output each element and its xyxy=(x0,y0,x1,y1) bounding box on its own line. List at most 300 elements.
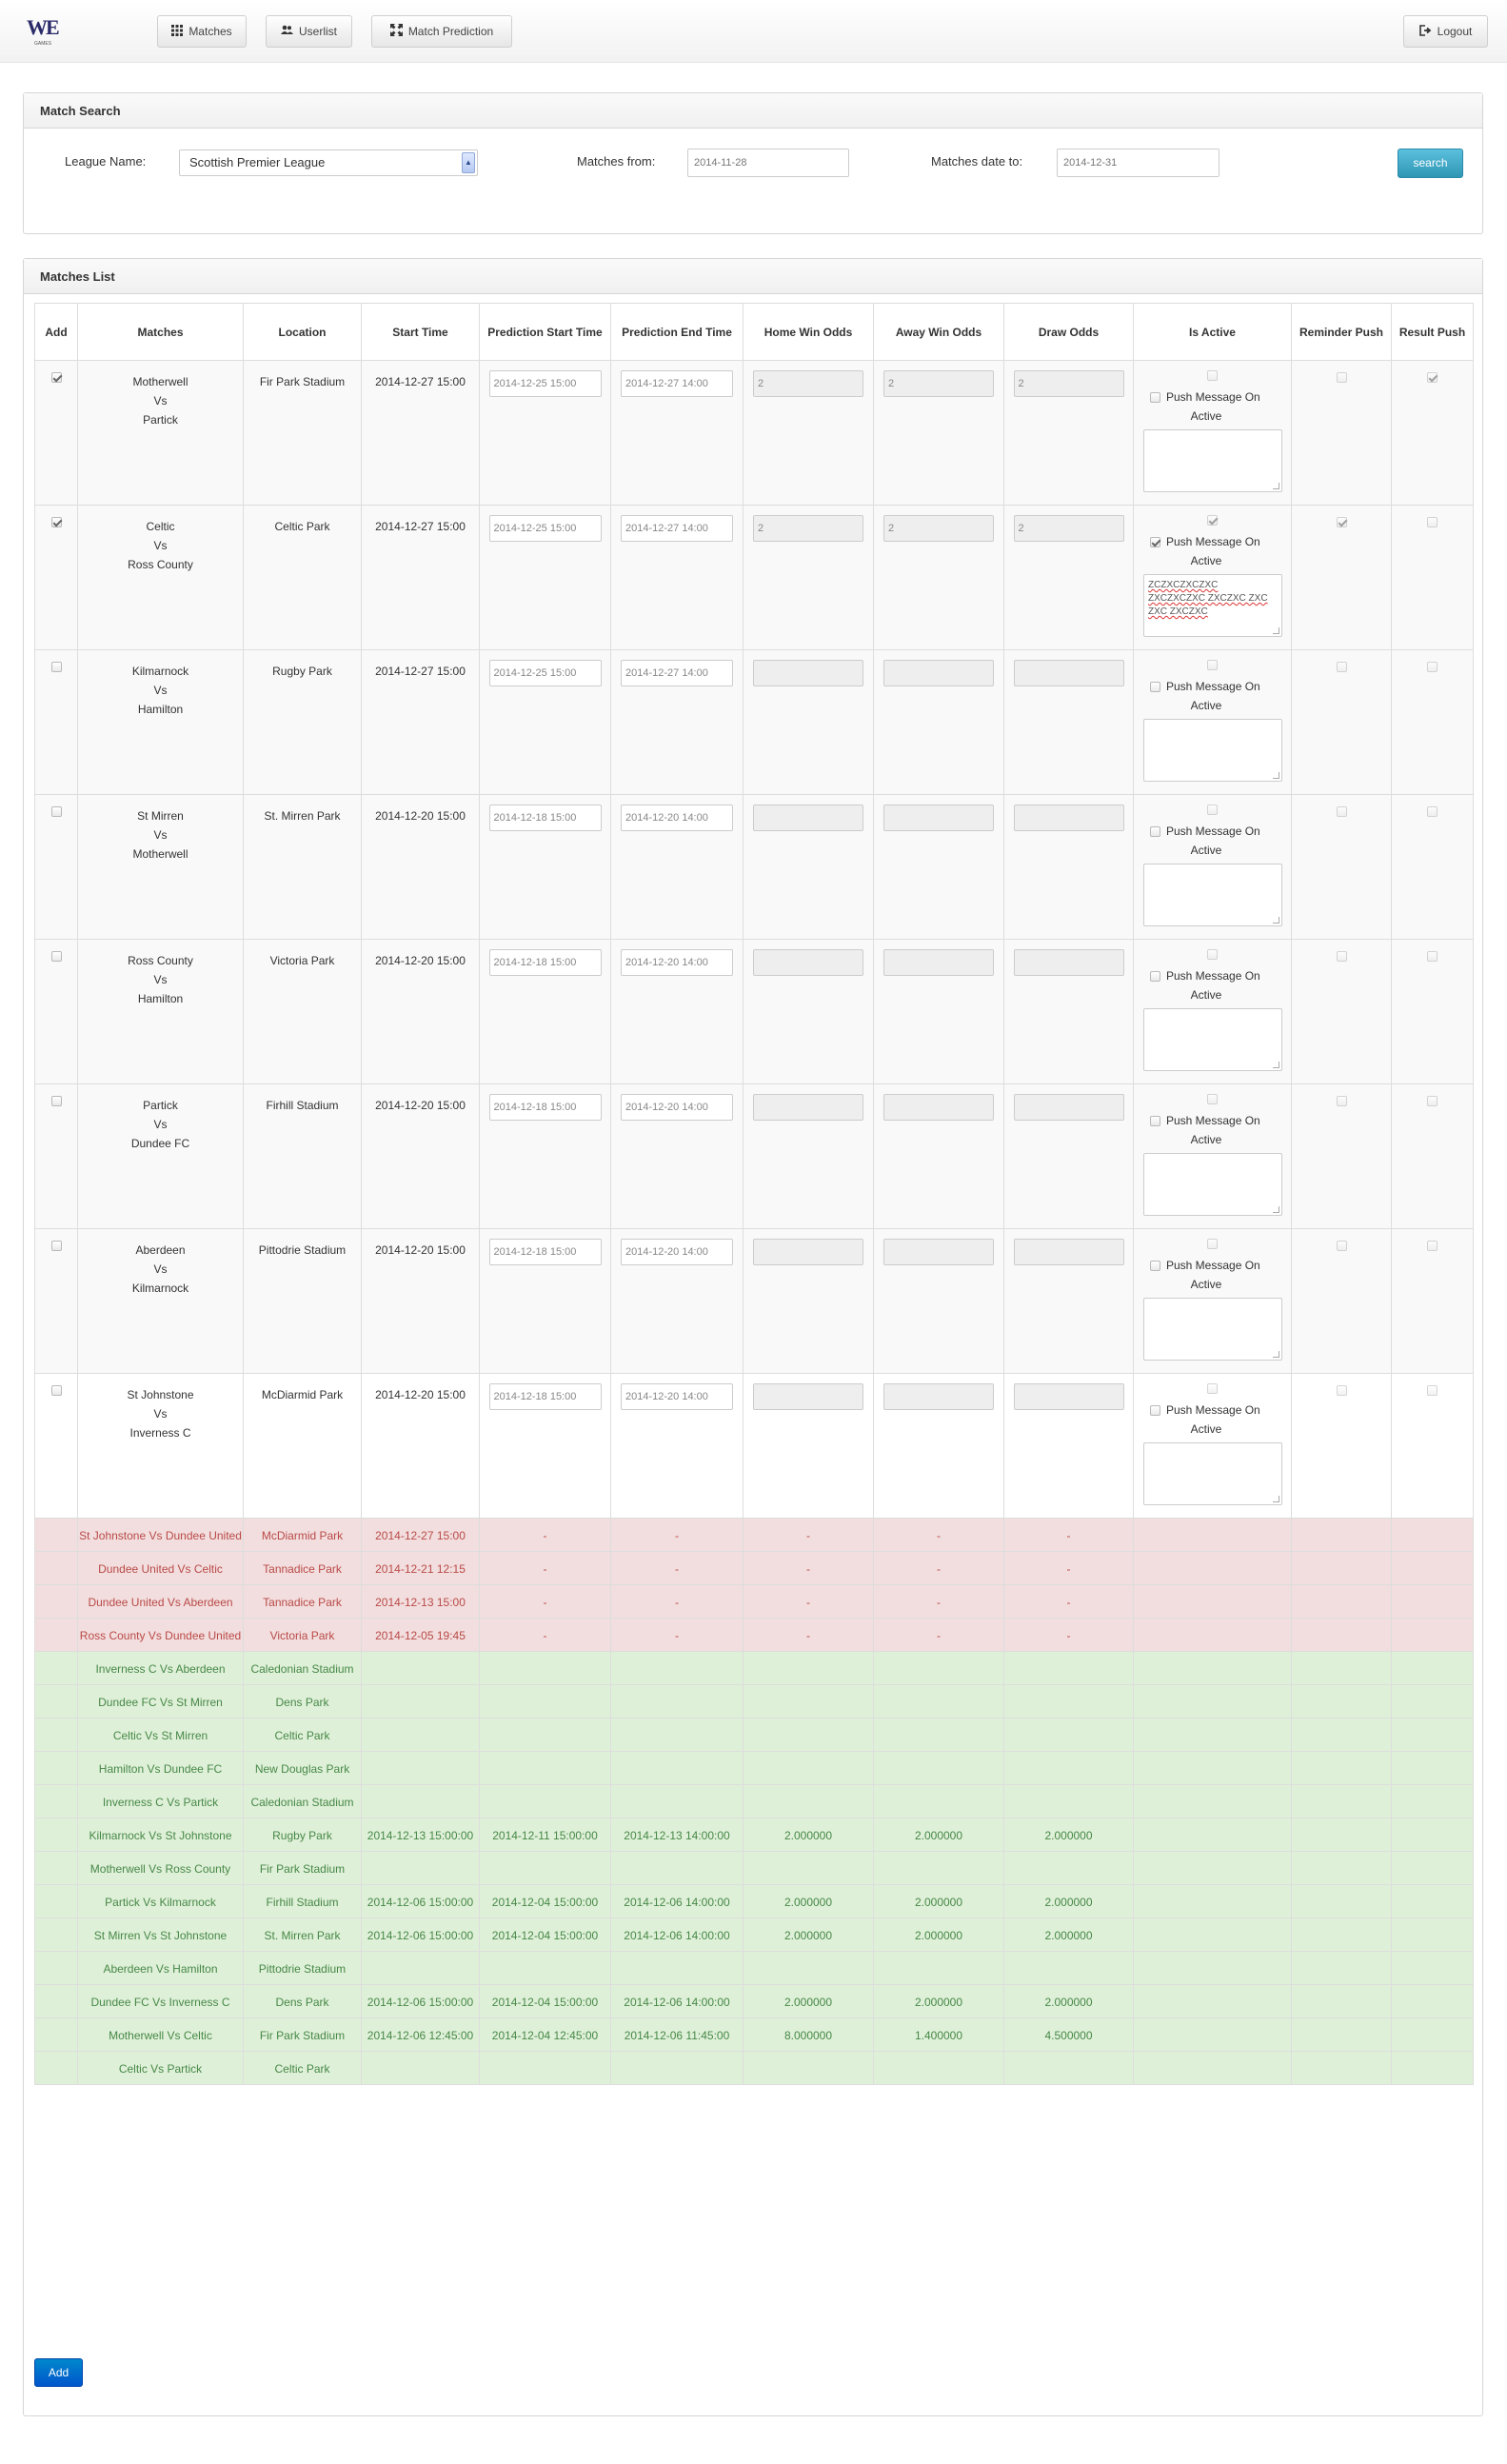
home-odds-cell: 2.000000 xyxy=(744,1918,874,1952)
reminder-push-checkbox[interactable] xyxy=(1337,1096,1347,1106)
column-header: Location xyxy=(244,304,362,361)
reminder-push-checkbox[interactable] xyxy=(1337,372,1347,383)
reminder-push-cell xyxy=(1292,1084,1392,1229)
completed-match-row xyxy=(35,2052,1474,2085)
prediction-end-input[interactable]: 2014-12-20 14:00 xyxy=(621,1239,733,1265)
pred-start-cell: - xyxy=(480,1552,611,1585)
result-push-checkbox[interactable] xyxy=(1427,1241,1438,1251)
match-cell: Dundee United Vs Aberdeen xyxy=(78,1585,244,1619)
column-header: Home Win Odds xyxy=(744,304,874,361)
away-odds-cell xyxy=(874,1229,1004,1374)
match-search-panel xyxy=(23,92,1483,234)
add-checkbox[interactable] xyxy=(51,372,62,383)
completed-match-row xyxy=(35,1852,1474,1885)
start-cell: 2014-12-06 15:00:00 xyxy=(362,1918,480,1952)
home-odds-input xyxy=(753,1239,863,1265)
vs-label: Vs xyxy=(153,973,168,986)
pred-end-cell xyxy=(611,1084,744,1229)
start-time-cell: 2014-12-20 15:00 xyxy=(362,795,480,940)
home-odds-cell xyxy=(744,1952,874,1985)
pred-start-cell xyxy=(480,1685,611,1719)
draw-odds-cell xyxy=(1004,1719,1134,1752)
result-push-checkbox[interactable] xyxy=(1427,662,1438,672)
location-cell: Rugby Park xyxy=(244,650,362,795)
away-odds-cell xyxy=(874,650,1004,795)
logout-icon xyxy=(1419,25,1432,39)
result-push-cell xyxy=(1392,1084,1474,1229)
away-odds-input: 2 xyxy=(883,370,994,397)
away-odds-input xyxy=(883,1094,994,1121)
push-message-checkbox[interactable] xyxy=(1150,1116,1160,1126)
pred-end-cell xyxy=(611,1752,744,1785)
top-navbar xyxy=(0,0,1507,63)
add-cell xyxy=(35,1885,78,1918)
add-button[interactable]: Add xyxy=(34,2358,83,2387)
result-push-cell xyxy=(1392,1619,1474,1652)
add-cell xyxy=(35,1752,78,1785)
result-push-cell xyxy=(1392,1585,1474,1619)
result-push-checkbox[interactable] xyxy=(1427,951,1438,962)
is-active-cell xyxy=(1134,650,1292,795)
push-message-checkbox[interactable] xyxy=(1150,537,1160,547)
draw-odds-cell xyxy=(1004,1752,1134,1785)
push-message-textarea[interactable] xyxy=(1143,864,1282,926)
push-message-checkbox[interactable] xyxy=(1150,392,1160,403)
result-push-cell xyxy=(1392,1885,1474,1918)
pred-start-cell xyxy=(480,1374,611,1519)
result-push-cell xyxy=(1392,1752,1474,1785)
home-odds-input: 2 xyxy=(753,370,863,397)
prediction-end-input[interactable]: 2014-12-20 14:00 xyxy=(621,1094,733,1121)
match-edit-row xyxy=(35,1229,1474,1374)
away-odds-input xyxy=(883,949,994,976)
is-active-cell xyxy=(1134,1229,1292,1374)
pred-start-cell xyxy=(480,795,611,940)
result-push-cell xyxy=(1392,940,1474,1084)
draw-odds-cell xyxy=(1004,2052,1134,2085)
is-active-cell xyxy=(1134,1374,1292,1519)
reminder-push-cell xyxy=(1292,1818,1392,1852)
away-odds-cell xyxy=(874,2052,1004,2085)
add-checkbox[interactable] xyxy=(51,806,62,817)
pred-end-cell: 2014-12-06 14:00:00 xyxy=(611,1918,744,1952)
completed-match-row xyxy=(35,1652,1474,1685)
result-push-cell xyxy=(1392,2052,1474,2085)
prediction-end-input[interactable]: 2014-12-27 14:00 xyxy=(621,515,733,542)
push-message-label: Push Message On xyxy=(1166,1403,1260,1417)
logo-subtext: GAMES xyxy=(34,41,52,47)
search-button[interactable]: search xyxy=(1398,149,1463,178)
reminder-push-cell xyxy=(1292,1752,1392,1785)
reminder-push-cell xyxy=(1292,1519,1392,1552)
location-cell: Celtic Park xyxy=(244,506,362,650)
push-message-option xyxy=(1150,387,1291,426)
home-odds-cell xyxy=(744,361,874,506)
add-checkbox[interactable] xyxy=(51,951,62,962)
vs-label: Vs xyxy=(153,1407,168,1421)
start-cell: 2014-12-21 12:15 xyxy=(362,1552,480,1585)
start-cell: 2014-12-05 19:45 xyxy=(362,1619,480,1652)
location-cell: New Douglas Park xyxy=(244,1752,362,1785)
prediction-end-input[interactable]: 2014-12-20 14:00 xyxy=(621,949,733,976)
draw-odds-input xyxy=(1014,660,1124,686)
push-message-label-active: Active xyxy=(1190,699,1222,712)
completed-match-row xyxy=(35,1985,1474,2018)
reminder-push-cell xyxy=(1292,940,1392,1084)
push-message-checkbox[interactable] xyxy=(1150,682,1160,692)
add-cell xyxy=(35,1685,78,1719)
push-message-label-active: Active xyxy=(1190,409,1222,423)
away-odds-cell xyxy=(874,940,1004,1084)
add-cell xyxy=(35,1785,78,1818)
reminder-push-checkbox[interactable] xyxy=(1337,1241,1347,1251)
add-cell xyxy=(35,1619,78,1652)
away-odds-input: 2 xyxy=(883,515,994,542)
result-push-cell xyxy=(1392,1652,1474,1685)
userlist-nav-label: Userlist xyxy=(298,25,337,38)
pred-end-cell xyxy=(611,650,744,795)
is-active-cell xyxy=(1134,506,1292,650)
pred-start-cell xyxy=(480,1719,611,1752)
logout-button[interactable] xyxy=(1403,15,1488,48)
home-odds-cell xyxy=(744,1785,874,1818)
userlist-nav-button[interactable] xyxy=(266,15,352,48)
push-message-label-active: Active xyxy=(1190,1422,1222,1436)
push-message-textarea[interactable] xyxy=(1143,719,1282,782)
reminder-push-checkbox[interactable] xyxy=(1337,951,1347,962)
home-odds-cell xyxy=(744,1229,874,1374)
add-checkbox[interactable] xyxy=(51,1241,62,1251)
pred-start-cell xyxy=(480,1084,611,1229)
active-checkbox[interactable] xyxy=(1207,1094,1218,1104)
match-cell: Dundee FC Vs Inverness C xyxy=(78,1985,244,2018)
select-arrow-icon[interactable]: ▲ xyxy=(462,152,475,173)
prediction-start-input[interactable]: 2014-12-18 15:00 xyxy=(489,1094,602,1121)
prediction-end-input[interactable]: 2014-12-27 14:00 xyxy=(621,370,733,397)
prediction-end-input[interactable]: 2014-12-27 14:00 xyxy=(621,660,733,686)
push-message-option xyxy=(1150,966,1291,1004)
location-cell: Caledonian Stadium xyxy=(244,1652,362,1685)
result-push-checkbox[interactable] xyxy=(1427,517,1438,527)
add-cell xyxy=(35,1084,78,1229)
match-cell: Aberdeen Vs Hamilton xyxy=(78,1952,244,1985)
draw-odds-cell xyxy=(1004,1852,1134,1885)
is-active-cell xyxy=(1134,1619,1292,1652)
push-message-checkbox[interactable] xyxy=(1150,1405,1160,1416)
location-cell: Fir Park Stadium xyxy=(244,361,362,506)
add-cell xyxy=(35,1952,78,1985)
completed-match-row xyxy=(35,1952,1474,1985)
away-team: Hamilton xyxy=(137,992,184,1005)
pred-start-cell: 2014-12-04 15:00:00 xyxy=(480,1918,611,1952)
prediction-start-input[interactable]: 2014-12-18 15:00 xyxy=(489,1383,602,1410)
reminder-push-checkbox[interactable] xyxy=(1337,806,1347,817)
draw-odds-cell: - xyxy=(1004,1519,1134,1552)
pred-start-cell xyxy=(480,1852,611,1885)
pred-end-cell xyxy=(611,1685,744,1719)
push-message-checkbox[interactable] xyxy=(1150,971,1160,982)
start-cell: 2014-12-13 15:00 xyxy=(362,1585,480,1619)
matches-from-label: Matches from: xyxy=(577,154,656,169)
matches-from-input[interactable] xyxy=(687,149,849,177)
unlisted-match-row xyxy=(35,1585,1474,1619)
completed-match-row xyxy=(35,1818,1474,1852)
matches-to-label: Matches date to: xyxy=(931,154,1023,169)
result-push-checkbox[interactable] xyxy=(1427,1385,1438,1396)
location-cell: Pittodrie Stadium xyxy=(244,1952,362,1985)
we-games-logo[interactable] xyxy=(27,15,65,48)
location-cell: Caledonian Stadium xyxy=(244,1785,362,1818)
match-prediction-nav-label: Match Prediction xyxy=(407,25,494,38)
start-cell xyxy=(362,1719,480,1752)
result-push-checkbox[interactable] xyxy=(1427,1096,1438,1106)
pred-start-cell xyxy=(480,2052,611,2085)
start-time-cell: 2014-12-20 15:00 xyxy=(362,940,480,1084)
location-cell: Tannadice Park xyxy=(244,1585,362,1619)
push-message-label: Push Message On xyxy=(1166,680,1260,693)
push-message-option xyxy=(1150,1111,1291,1149)
active-checkbox-wrap xyxy=(1134,803,1291,818)
completed-match-row xyxy=(35,1719,1474,1752)
home-team: Partick xyxy=(143,1099,178,1112)
reminder-push-cell xyxy=(1292,2018,1392,2052)
draw-odds-input xyxy=(1014,805,1124,831)
location-cell: Firhill Stadium xyxy=(244,1084,362,1229)
result-push-cell xyxy=(1392,1985,1474,2018)
add-cell xyxy=(35,1652,78,1685)
is-active-cell xyxy=(1134,1552,1292,1585)
draw-odds-cell xyxy=(1004,1374,1134,1519)
result-push-cell xyxy=(1392,1918,1474,1952)
reminder-push-cell xyxy=(1292,1585,1392,1619)
draw-odds-cell xyxy=(1004,650,1134,795)
is-active-cell xyxy=(1134,795,1292,940)
start-cell xyxy=(362,1685,480,1719)
matches-nav-button[interactable] xyxy=(157,15,247,48)
pred-start-cell xyxy=(480,650,611,795)
add-cell xyxy=(35,1552,78,1585)
table-header-row xyxy=(35,304,1474,361)
location-cell: Pittodrie Stadium xyxy=(244,1229,362,1374)
pred-end-cell xyxy=(611,1785,744,1818)
draw-odds-input xyxy=(1014,1094,1124,1121)
push-message-label: Push Message On xyxy=(1166,1114,1260,1127)
add-checkbox[interactable] xyxy=(51,662,62,672)
match-edit-row xyxy=(35,1374,1474,1519)
column-header: Prediction Start Time xyxy=(480,304,611,361)
draw-odds-cell xyxy=(1004,361,1134,506)
away-odds-input xyxy=(883,1383,994,1410)
active-checkbox-wrap xyxy=(1134,1092,1291,1107)
active-checkbox[interactable] xyxy=(1207,1239,1218,1249)
reminder-push-cell xyxy=(1292,1985,1392,2018)
draw-odds-cell: 2.000000 xyxy=(1004,1918,1134,1952)
match-cell: St Johnstone Vs Dundee United xyxy=(78,1519,244,1552)
home-odds-cell: 8.000000 xyxy=(744,2018,874,2052)
active-checkbox[interactable] xyxy=(1207,1383,1218,1394)
match-cell: Partick Vs Kilmarnock xyxy=(78,1885,244,1918)
pred-start-cell xyxy=(480,1952,611,1985)
reminder-push-cell xyxy=(1292,650,1392,795)
push-message-checkbox[interactable] xyxy=(1150,826,1160,837)
push-message-textarea[interactable] xyxy=(1143,574,1282,637)
location-cell: Rugby Park xyxy=(244,1818,362,1852)
matches-to-input[interactable] xyxy=(1057,149,1219,177)
league-select[interactable] xyxy=(179,149,478,176)
logout-label: Logout xyxy=(1437,25,1473,38)
column-header: Start Time xyxy=(362,304,480,361)
is-active-cell xyxy=(1134,1818,1292,1852)
is-active-cell xyxy=(1134,1952,1292,1985)
match-cell: Ross County Vs Dundee United xyxy=(78,1619,244,1652)
home-odds-cell xyxy=(744,1752,874,1785)
prediction-start-input[interactable]: 2014-12-25 15:00 xyxy=(489,370,602,397)
push-message-label-active: Active xyxy=(1190,844,1222,857)
prediction-end-input[interactable]: 2014-12-20 14:00 xyxy=(621,1383,733,1410)
vs-label: Vs xyxy=(153,1118,168,1131)
push-message-textarea[interactable] xyxy=(1143,1008,1282,1071)
completed-match-row xyxy=(35,1885,1474,1918)
draw-odds-cell: 2.000000 xyxy=(1004,1885,1134,1918)
match-cell: Kilmarnock Vs St Johnstone xyxy=(78,1818,244,1852)
is-active-cell xyxy=(1134,1652,1292,1685)
pred-end-cell: 2014-12-06 14:00:00 xyxy=(611,1885,744,1918)
location-cell: McDiarmid Park xyxy=(244,1519,362,1552)
reminder-push-cell xyxy=(1292,2052,1392,2085)
match-cell xyxy=(78,361,244,506)
home-odds-cell xyxy=(744,1852,874,1885)
result-push-cell xyxy=(1392,506,1474,650)
location-cell: Victoria Park xyxy=(244,1619,362,1652)
result-push-cell xyxy=(1392,1552,1474,1585)
reminder-push-checkbox[interactable] xyxy=(1337,662,1347,672)
active-checkbox[interactable] xyxy=(1207,949,1218,960)
match-cell xyxy=(78,1374,244,1519)
active-checkbox[interactable] xyxy=(1207,370,1218,381)
add-cell xyxy=(35,1374,78,1519)
result-push-checkbox[interactable] xyxy=(1427,806,1438,817)
completed-match-row xyxy=(35,1785,1474,1818)
prediction-start-input[interactable]: 2014-12-25 15:00 xyxy=(489,515,602,542)
active-checkbox[interactable] xyxy=(1207,805,1218,815)
pred-end-cell xyxy=(611,940,744,1084)
draw-odds-input xyxy=(1014,1239,1124,1265)
add-cell xyxy=(35,940,78,1084)
result-push-checkbox[interactable] xyxy=(1427,372,1438,383)
vs-label: Vs xyxy=(153,1262,168,1276)
add-cell xyxy=(35,1719,78,1752)
push-message-textarea[interactable] xyxy=(1143,1298,1282,1361)
push-message-label-active: Active xyxy=(1190,1278,1222,1291)
match-prediction-nav-button[interactable] xyxy=(371,15,512,48)
location-cell: Tannadice Park xyxy=(244,1552,362,1585)
prediction-start-input[interactable]: 2014-12-25 15:00 xyxy=(489,660,602,686)
active-checkbox[interactable] xyxy=(1207,660,1218,670)
add-checkbox[interactable] xyxy=(51,1385,62,1396)
home-odds-cell xyxy=(744,1652,874,1685)
push-message-checkbox[interactable] xyxy=(1150,1261,1160,1271)
result-push-cell xyxy=(1392,1519,1474,1552)
users-icon xyxy=(281,25,293,38)
location-cell: Victoria Park xyxy=(244,940,362,1084)
draw-odds-cell xyxy=(1004,940,1134,1084)
away-odds-cell xyxy=(874,1685,1004,1719)
result-push-cell xyxy=(1392,650,1474,795)
draw-odds-cell: - xyxy=(1004,1619,1134,1652)
result-push-cell xyxy=(1392,795,1474,940)
home-odds-cell xyxy=(744,1685,874,1719)
active-checkbox-wrap xyxy=(1134,1381,1291,1397)
away-team: Motherwell xyxy=(132,847,188,861)
result-push-cell xyxy=(1392,1785,1474,1818)
pred-start-cell: - xyxy=(480,1585,611,1619)
start-time-cell: 2014-12-27 15:00 xyxy=(362,506,480,650)
match-edit-row xyxy=(35,506,1474,650)
draw-odds-cell: 4.500000 xyxy=(1004,2018,1134,2052)
add-checkbox[interactable] xyxy=(51,1096,62,1106)
active-checkbox[interactable] xyxy=(1207,515,1218,526)
pred-start-cell xyxy=(480,1229,611,1374)
reminder-push-checkbox[interactable] xyxy=(1337,517,1347,527)
add-checkbox[interactable] xyxy=(51,517,62,527)
match-cell xyxy=(78,940,244,1084)
home-odds-input xyxy=(753,1094,863,1121)
column-header: Add xyxy=(35,304,78,361)
prediction-start-input[interactable]: 2014-12-18 15:00 xyxy=(489,949,602,976)
add-cell xyxy=(35,795,78,940)
vs-label: Vs xyxy=(153,684,168,697)
start-time-cell: 2014-12-27 15:00 xyxy=(362,650,480,795)
match-cell xyxy=(78,506,244,650)
column-header: Result Push xyxy=(1392,304,1474,361)
start-cell: 2014-12-06 15:00:00 xyxy=(362,1985,480,2018)
reminder-push-cell xyxy=(1292,1785,1392,1818)
is-active-cell xyxy=(1134,1685,1292,1719)
result-push-cell xyxy=(1392,1229,1474,1374)
start-cell: 2014-12-27 15:00 xyxy=(362,1519,480,1552)
draw-odds-cell: 2.000000 xyxy=(1004,1985,1134,2018)
push-message-textarea[interactable] xyxy=(1143,1153,1282,1216)
away-odds-cell: 2.000000 xyxy=(874,1885,1004,1918)
start-cell xyxy=(362,1652,480,1685)
result-push-cell xyxy=(1392,1952,1474,1985)
reminder-push-cell xyxy=(1292,1952,1392,1985)
completed-match-row xyxy=(35,1685,1474,1719)
away-odds-input xyxy=(883,805,994,831)
pred-end-cell xyxy=(611,506,744,650)
prediction-end-input[interactable]: 2014-12-20 14:00 xyxy=(621,805,733,831)
draw-odds-cell xyxy=(1004,1084,1134,1229)
pred-end-cell xyxy=(611,361,744,506)
home-odds-input xyxy=(753,660,863,686)
push-message-textarea[interactable] xyxy=(1143,1442,1282,1505)
away-odds-input xyxy=(883,1239,994,1265)
league-select-value: Scottish Premier League xyxy=(189,155,326,169)
push-message-textarea[interactable] xyxy=(1143,429,1282,492)
away-odds-cell xyxy=(874,1752,1004,1785)
location-cell: Dens Park xyxy=(244,1985,362,2018)
prediction-start-input[interactable]: 2014-12-18 15:00 xyxy=(489,805,602,831)
grid-icon xyxy=(171,25,183,39)
add-cell xyxy=(35,1852,78,1885)
prediction-start-input[interactable]: 2014-12-18 15:00 xyxy=(489,1239,602,1265)
home-odds-input: 2 xyxy=(753,515,863,542)
league-name-label: League Name: xyxy=(65,154,147,169)
draw-odds-cell xyxy=(1004,1952,1134,1985)
home-odds-cell xyxy=(744,650,874,795)
reminder-push-checkbox[interactable] xyxy=(1337,1385,1347,1396)
start-cell: 2014-12-06 12:45:00 xyxy=(362,2018,480,2052)
